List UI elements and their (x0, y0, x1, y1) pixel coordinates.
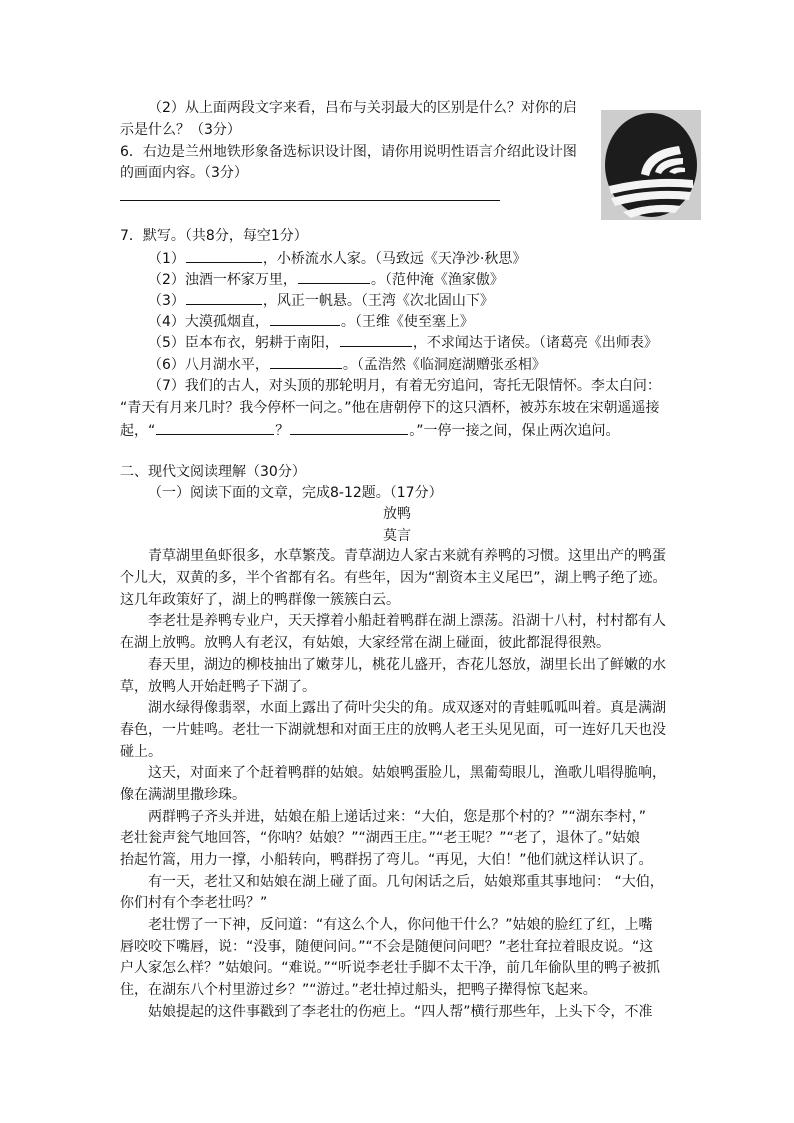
q7-item6 (148, 354, 546, 375)
q7-item4-post: 。（王维《使至塞上》 (340, 314, 474, 330)
fill-blank-3[interactable] (186, 290, 262, 305)
q7-item1-post: ，小桥流水人家。（马致远《天净沙·秋思》 (262, 251, 527, 267)
q7-item2 (148, 269, 504, 290)
article-line: 老壮瓮声瓮气地回答，“你呐？姑娘？”“湖西王庄。”“老王呢？”“老了，退休了。”姑娘 (120, 830, 641, 846)
q7-item7-line3-pre: 起，“ (120, 423, 156, 439)
q6-line1: 6．右边是兰州地铁形象备选标识设计图，请你用说明性语言介绍此设计图 (120, 144, 577, 160)
q7-item4-pre: （4）大漠孤烟直， (148, 314, 269, 330)
article-line: 像在满湖里撒珍珠。 (120, 787, 246, 803)
fill-blank-7a[interactable] (156, 420, 274, 435)
q7-item7-line2: “青天有月来几时？我今停杯一问之。”他在唐朝停下的这只酒杯，被苏东坡在宋朝遥遥接 (120, 400, 660, 416)
q7-item3-pre: （3） (148, 293, 185, 309)
article-line: 春天里，湖边的柳枝抽出了嫩芽儿，桃花儿盛开，杏花儿怒放，湖里长出了鲜嫩的水 (148, 657, 666, 673)
article-line: 在湖上放鸭。放鸭人有老汉，有姑娘，大家经常在湖上碰面，彼此都混得很熟。 (120, 635, 610, 651)
q7-item7-line3 (120, 420, 620, 441)
q5-part2-line2: 示是什么？（3分） (120, 122, 241, 138)
q7-item1-pre: （1） (148, 251, 185, 267)
article-line: 唇咬咬下嘴唇，说：“没事，随便问问。”“不会是随便问问吧？”老壮耷拉着眼皮说。“这 (120, 939, 654, 955)
q7-item6-post: 。（孟浩然《临洞庭湖赠张丞相》 (342, 357, 546, 373)
section2-heading: 二、现代文阅读理解（30分） (120, 464, 306, 480)
q7-item5 (148, 332, 658, 353)
article-line: 住，在湖东八个村里游过乡？”“游过。”老壮掉过船头，把鸭子撵得惊飞起来。 (120, 982, 597, 998)
q7-item2-post: 。（范仲淹《渔家傲》 (370, 272, 504, 288)
article-line: 李老壮是养鸭专业户，天天撑着小船赶着鸭群在湖上漂荡。沿湖十八村，村村都有人 (148, 613, 666, 629)
article-line: 有一天，老壮又和姑娘在湖上碰了面。几句闲话之后，姑娘郑重其事地问： “大伯， (148, 874, 664, 890)
section2-sub: （一）阅读下面的文章，完成8-12题。（17分） (148, 485, 443, 501)
fill-blank-6[interactable] (270, 354, 342, 369)
lanzhou-metro-logo-icon (601, 110, 701, 220)
q7-item7-line3-post: 。”一停一接之间，保止两次追问。 (409, 423, 620, 439)
article-line: 这天，对面来了个赶着鸭群的姑娘。姑娘鸭蛋脸儿，黑葡萄眼儿，渔歌儿唱得脆响， (148, 765, 666, 781)
fill-blank-4[interactable] (270, 311, 340, 326)
article-title: 放鸭 (383, 506, 411, 522)
article-line: 两群鸭子齐头并进，姑娘在船上递话过来：“大伯，您是那个村的？”“湖东李村，” (148, 809, 647, 825)
q5-part2-line1: （2）从上面两段文字来看，吕布与关羽最大的区别是什么？对你的启 (148, 100, 577, 116)
article-line: 青草湖里鱼虾很多，水草繁茂。青草湖边人家古来就有养鸭的习惯。这里出产的鸭蛋 (148, 548, 666, 564)
fill-blank-7b[interactable] (290, 420, 408, 435)
fill-blank-2[interactable] (298, 269, 370, 284)
q7-heading: 7．默写。（共8分，每空1分） (120, 228, 308, 244)
q7-item7-line3-mid: ？ (275, 423, 290, 439)
fill-blank-5[interactable] (340, 332, 412, 347)
q7-item3 (148, 290, 494, 311)
article-line: 你们村有个李老壮吗？” (120, 895, 268, 911)
q7-item5-post: ，不求闻达于诸侯。（诸葛亮《出师表》 (412, 335, 658, 351)
article-line: 个儿大，双黄的多，半个省都有名。有些年，因为“割资本主义尾巴”，湖上鸭子绝了迹。 (120, 570, 667, 586)
article-author: 莫言 (383, 528, 411, 544)
article-line: 户人家怎么样？”姑娘问。“难说。”“听说李老壮手脚不太干净，前几年偷队里的鸭子被抓 (120, 960, 661, 976)
q7-item2-pre: （2）浊酒一杯家万里， (148, 272, 297, 288)
q7-item1 (148, 248, 526, 269)
article-line: 抬起竹篙，用力一撑，小船转向，鸭群拐了弯儿。“再见，大伯！”他们就这样认识了。 (120, 852, 653, 868)
q7-item5-pre: （5）臣本布衣，躬耕于南阳， (148, 335, 339, 351)
article-line: 湖水绿得像翡翠，水面上露出了荷叶尖尖的角。成双逐对的青蛙呱呱叫着。真是满湖 (148, 700, 666, 716)
article-line: 草，放鸭人开始赶鸭子下湖了。 (120, 679, 316, 695)
fill-blank-1[interactable] (186, 248, 262, 263)
article-line: 姑娘提起的这件事戳到了李老壮的伤疤上。“四人帮”横行那些年，上头下令，不准 (148, 1004, 653, 1020)
article-line: 碰上。 (120, 744, 162, 760)
q6-line2: 的画面内容。（3分） (120, 165, 248, 181)
q7-item7-line1: （7）我们的古人，对头顶的那轮明月，有着无穷追问，寄托无限情怀。李太白问： (148, 378, 661, 394)
q7-item3-post: ，风正一帆悬。（王湾《次北固山下》 (262, 293, 494, 309)
article-line: 老壮愣了一下神，反问道：“有这么个人，你问他干什么？”姑娘的脸红了红，上嘴 (148, 917, 653, 933)
article-line: 春色，一片蛙鸣。老壮一下湖就想和对面王庄的放鸭人老王头见见面，可一连好几天也没 (120, 722, 666, 738)
q7-item6-pre: （6）八月湖水平， (148, 357, 269, 373)
article-line: 这几年政策好了，湖上的鸭群像一簇簇白云。 (120, 592, 400, 608)
answer-line (120, 200, 500, 201)
q7-item4 (148, 311, 474, 332)
